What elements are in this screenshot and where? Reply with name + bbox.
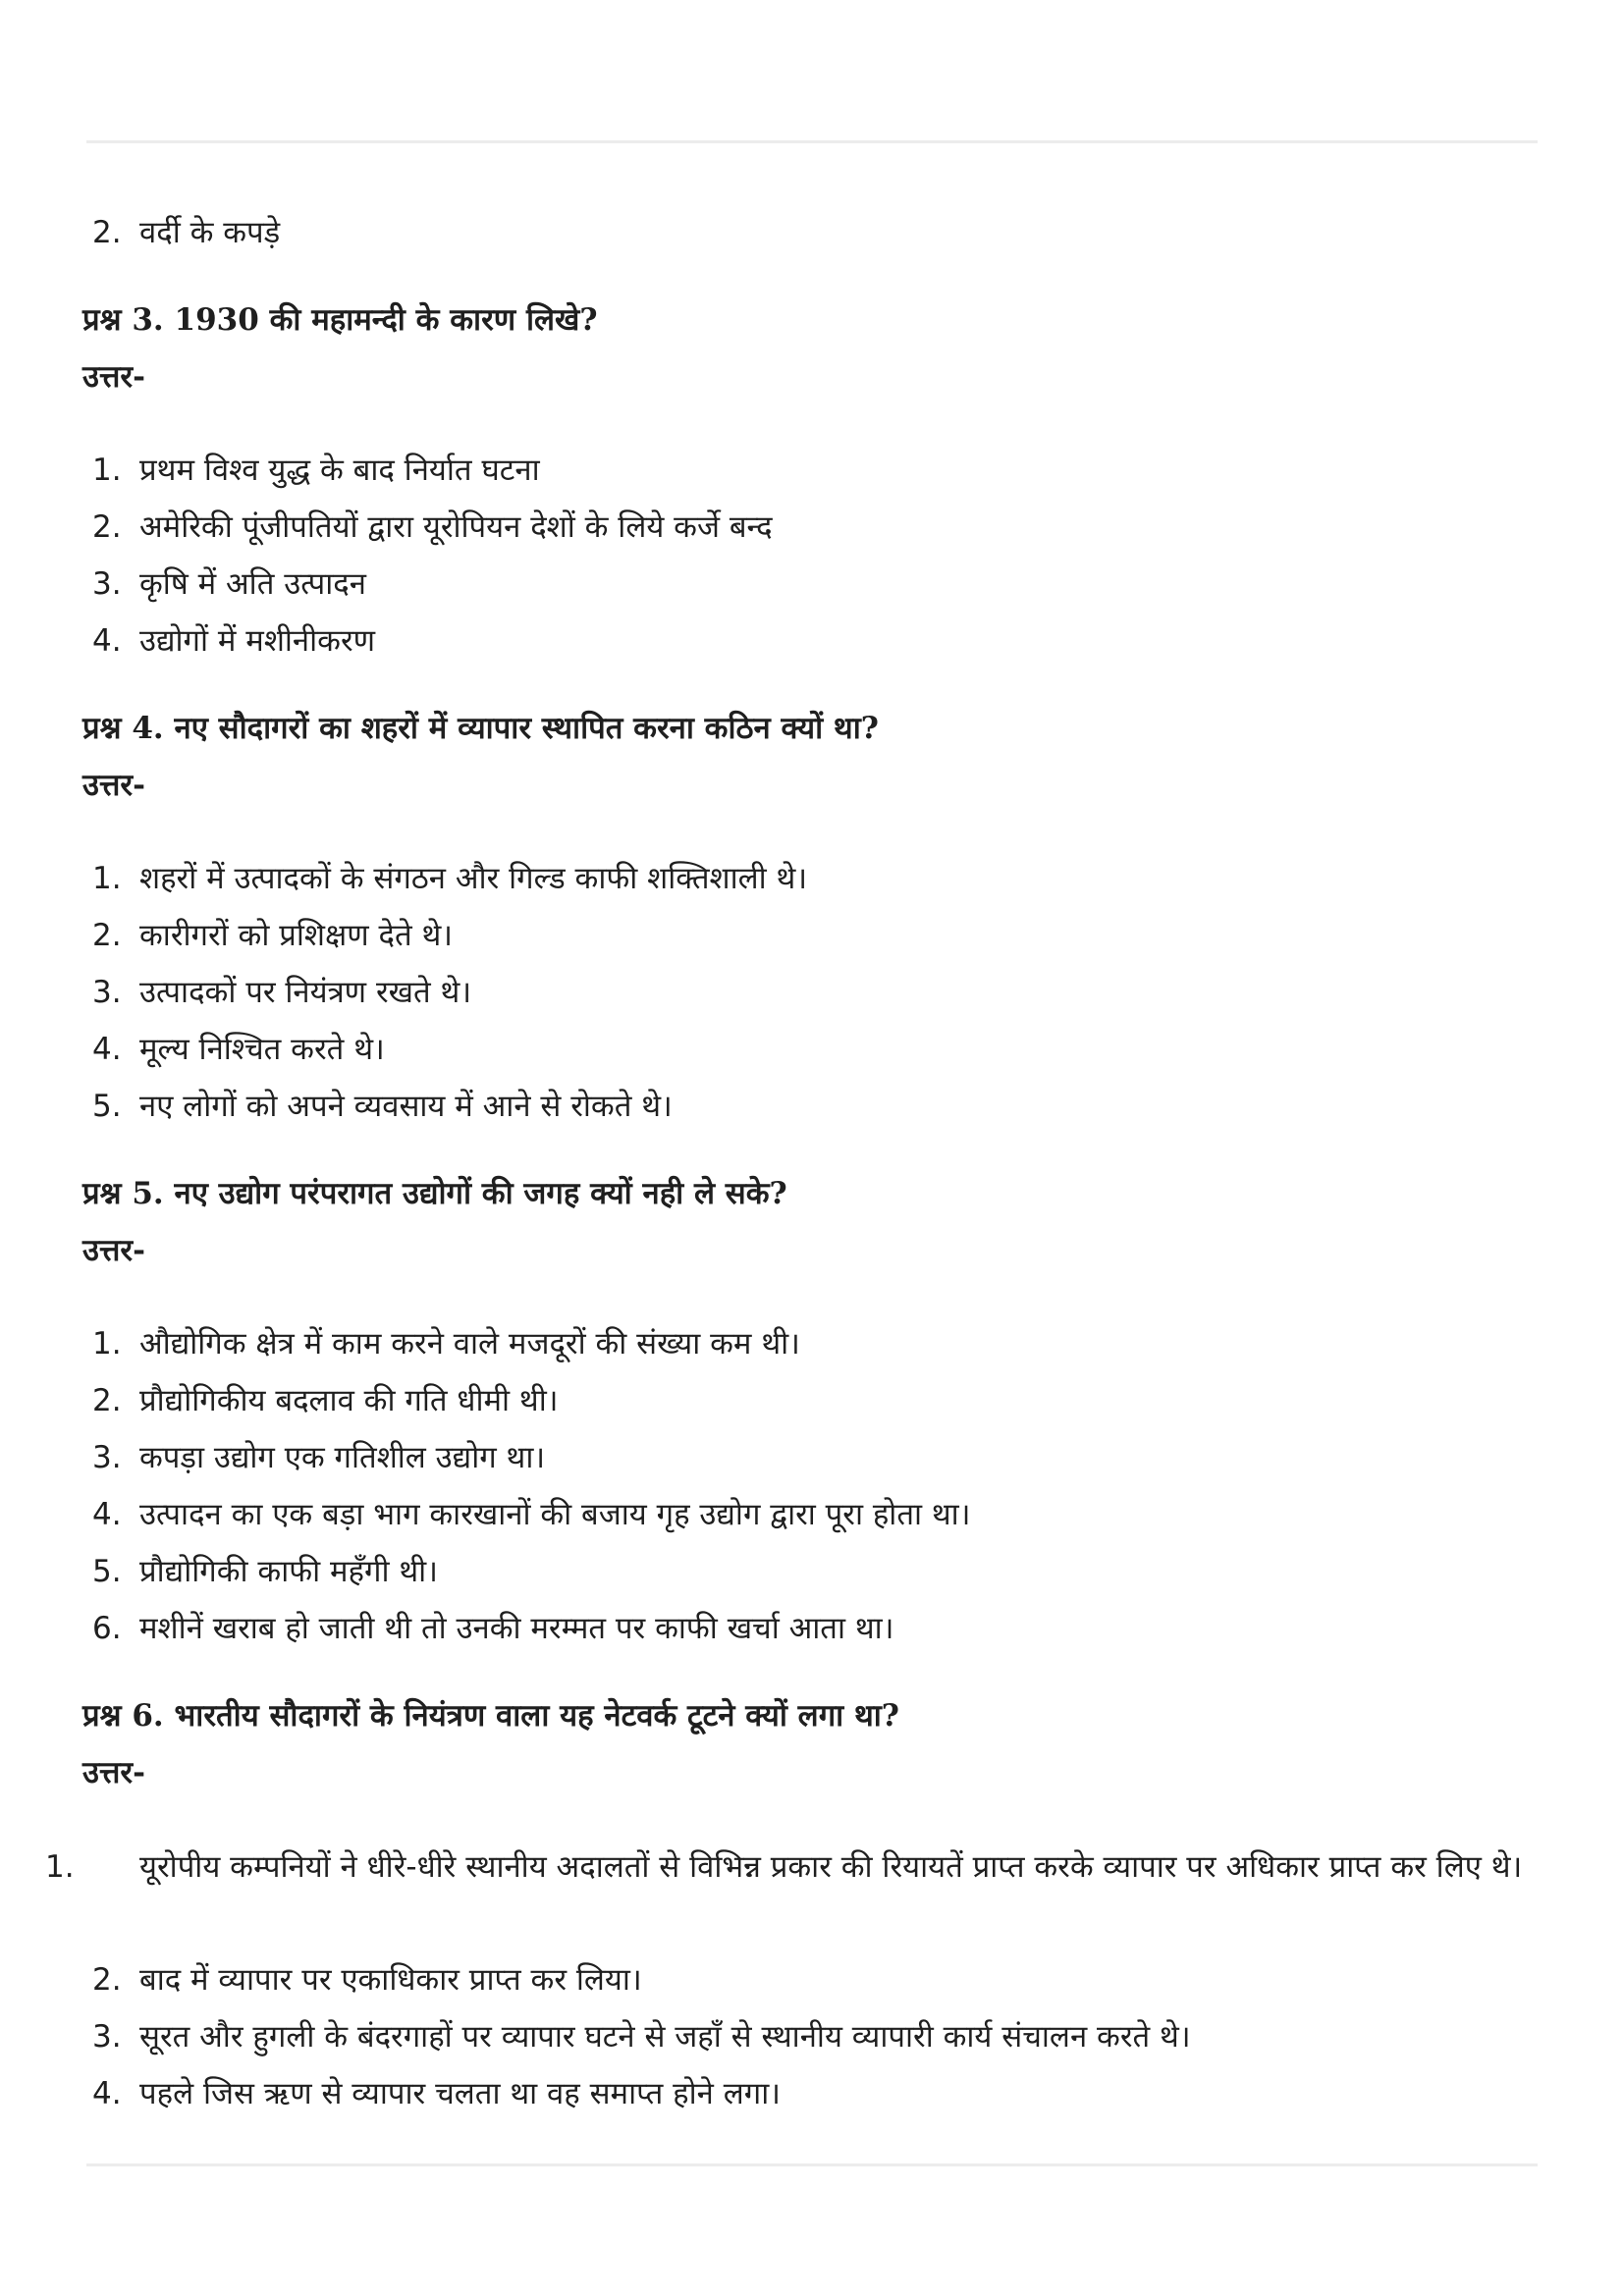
answer-4-label: उत्तर- [82,768,145,803]
list-text: शहरों में उत्पादकों के संगठन और गिल्ड काफी शक्तिशाली थे। [139,861,808,896]
list-number: 4. [92,623,122,659]
list-number: 1. [92,453,122,488]
list-item [92,614,1545,667]
list-item [92,2067,1545,2120]
question-4-heading: प्रश्न 4. नए सौदागरों का शहरों में व्यापार स्थापित करना कठिन क्यों था? [82,711,879,746]
answer-3-label: उत्तर- [82,359,145,395]
list-item [92,966,1545,1019]
list-item [92,1602,1545,1655]
list-text: प्रौद्योगिकीय बदलाव की गति धीमी थी। [139,1383,559,1418]
list-number: 4. [92,1032,122,1067]
list-text: बाद में व्यापार पर एकाधिकार प्राप्त कर लिया। [139,1962,642,1998]
list-number: 3. [92,2019,122,2055]
list-text: उद्योगों में मशीनीकरण [139,623,376,659]
list-text: यूरोपीय कम्पनियों ने धीरे-धीरे स्थानीय अदालतों से विभिन्न प्रकार की रियायतें प्राप्त करके व्यापार पर अधिकार प्राप्त कर लिए थे। [139,1849,1523,1885]
question-6-heading: प्रश्न 6. भारतीय सौदागरों के नियंत्रण वाला यह नेटवर्क टूटने क्यों लगा था? [82,1698,899,1734]
list-number: 2. [92,1383,122,1418]
list-number: 2. [92,1962,122,1998]
list-item [92,909,1545,962]
list-text: नए लोगों को अपने व्यवसाय में आने से रोकते थे। [139,1089,673,1124]
list-item [45,1840,1545,1895]
list-item [92,1488,1545,1541]
list-number: 1. [92,861,122,896]
list-item [92,1023,1545,1076]
list-item [92,1953,1545,2006]
list-number: 6. [92,1611,122,1646]
list-number: 4. [92,1497,122,1532]
list-number: 3. [92,1440,122,1475]
list-number: 5. [92,1089,122,1124]
list-item [92,206,1545,259]
list-item [92,1317,1545,1370]
list-item [92,852,1545,905]
list-number: 1. [45,1849,75,1885]
list-text: उत्पादन का एक बड़ा भाग कारखानों की बजाय गृह उद्योग द्वारा पूरा होता था। [139,1497,971,1532]
list-text: मशीनें खराब हो जाती थी तो उनकी मरम्मत पर काफी खर्चा आता था। [139,1611,894,1646]
list-text: प्रौद्योगिकी काफी महँगी थी। [139,1554,438,1589]
list-number: 2. [92,509,122,545]
list-item [92,501,1545,554]
list-item [92,1431,1545,1484]
bottom-divider [86,2163,1538,2166]
list-text: कृषि में अति उत्पादन [139,566,366,602]
list-text: प्रथम विश्व युद्ध के बाद निर्यात घटना [139,453,540,488]
list-number: 4. [92,2076,122,2111]
list-text: कपड़ा उद्योग एक गतिशील उद्योग था। [139,1440,546,1475]
list-item [92,2010,1545,2063]
list-number: 2. [92,215,122,250]
list-text: उत्पादकों पर नियंत्रण रखते थे। [139,975,472,1010]
list-text: औद्योगिक क्षेत्र में काम करने वाले मजदूरों की संख्या कम थी। [139,1326,800,1362]
question-5-heading: प्रश्न 5. नए उद्योग परंपरागत उद्योगों की जगह क्यों नही ले सके? [82,1176,787,1211]
list-number: 3. [92,566,122,602]
list-number: 1. [92,1326,122,1362]
list-text: सूरत और हुगली के बंदरगाहों पर व्यापार घटने से जहाँ से स्थानीय व्यापारी कार्य संचालन करते थे। [139,2019,1191,2055]
top-divider [86,140,1538,143]
list-text: पहले जिस ऋण से व्यापार चलता था वह समाप्त होने लगा। [139,2076,781,2111]
list-text: मूल्य निश्चित करते थे। [139,1032,385,1067]
list-number: 2. [92,918,122,953]
list-item [92,1080,1545,1133]
list-number: 5. [92,1554,122,1589]
list-number: 3. [92,975,122,1010]
answer-6-label: उत्तर- [82,1755,145,1790]
list-text: वर्दी के कपड़े [139,215,281,250]
list-item [92,558,1545,611]
list-item [92,1545,1545,1598]
question-3-heading: प्रश्न 3. 1930 की महामन्दी के कारण लिखे? [82,302,598,338]
list-item [92,444,1545,497]
list-text: अमेरिकी पूंजीपतियों द्वारा यूरोपियन देशों के लिये कर्जे बन्द [139,509,773,545]
list-item [92,1374,1545,1427]
answer-5-label: उत्तर- [82,1233,145,1268]
list-text: कारीगरों को प्रशिक्षण देते थे। [139,918,454,953]
